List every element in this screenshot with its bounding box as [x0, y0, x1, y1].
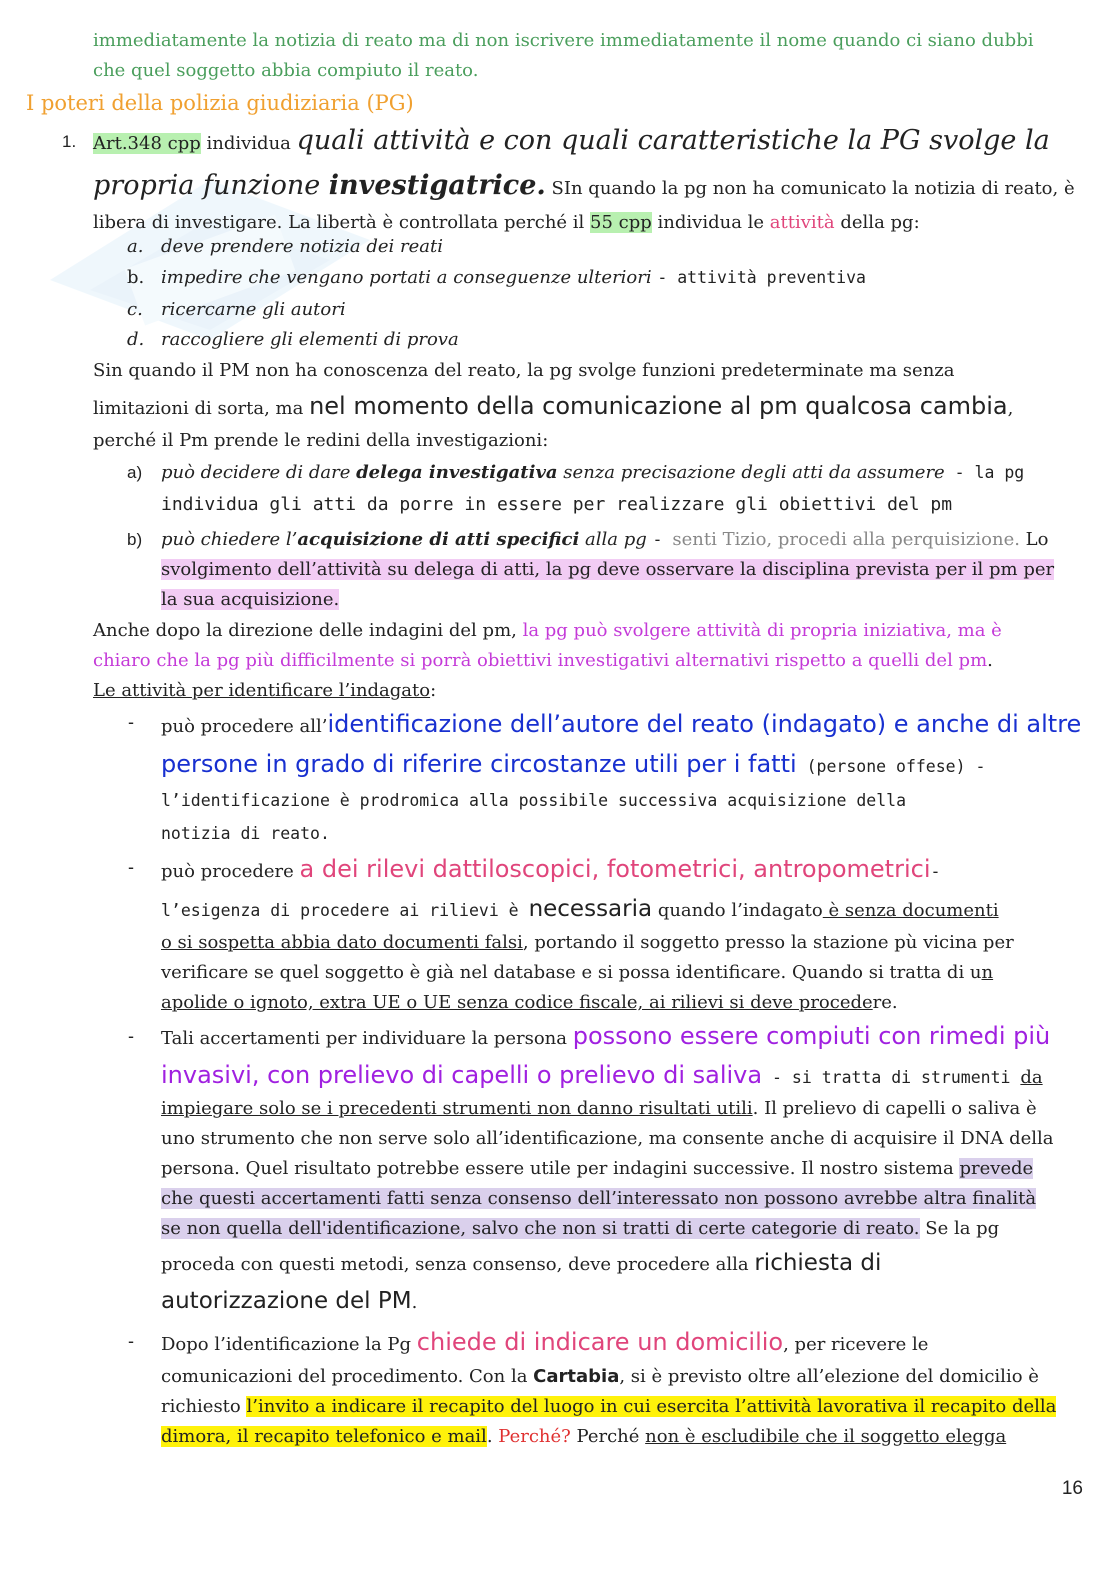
text: Tali accertamenti per individuare la persona: [161, 1028, 573, 1049]
highlighted-text: che questi accertamenti fatti senza consenso dell’interessato non possono avrebbe altra finalità: [161, 1188, 1037, 1209]
list-marker: a): [127, 463, 143, 482]
emphasis-text: nel momento della comunicazione al pm qualcosa cambia: [309, 392, 1008, 420]
paragraph: [93, 356, 1093, 456]
page-number: 16: [1061, 1478, 1083, 1499]
note-text: - si tratta di strumenti: [762, 1068, 1021, 1087]
emphasis-text: possono essere compiuti con rimedi più: [572, 1022, 1051, 1050]
text: verificare se quel soggetto è già nel database e si possa identificare. Quando si tratta di u: [161, 962, 982, 983]
highlighted-text: la sua acquisizione.: [161, 589, 340, 610]
text: può procedere: [161, 861, 300, 882]
intro-paragraph: [93, 26, 1083, 86]
emphasis-text: propria funzione: [93, 170, 329, 201]
note-text: notizia di reato.: [161, 824, 330, 843]
text: Lo: [1019, 529, 1049, 550]
dash-marker: -: [128, 1331, 134, 1351]
dash-item: [161, 848, 1101, 1018]
emphasis-text: quali attività e con quali caratteristiche la PG svolge la: [296, 125, 1050, 156]
intro-line: immediatamente la notizia di reato ma di non iscrivere immediatamente il nome quando ci siano dubbi: [93, 30, 1034, 51]
dash-marker: -: [128, 857, 134, 877]
text: Dopo l’identificazione la Pg: [161, 1334, 417, 1355]
highlighted-text: se non quella dell'identificazione, salvo che non si tratti di certe categorie di reato.: [161, 1218, 920, 1239]
emphasis-text: Perché?: [498, 1426, 571, 1447]
text: :: [430, 680, 437, 701]
text: Anche dopo la direzione delle indagini del pm,: [93, 620, 523, 641]
dash: -: [652, 530, 673, 549]
text: della pg:: [834, 212, 920, 233]
text: richiesto: [161, 1396, 247, 1417]
underlined-text: o si sospetta abbia dato documenti falsi: [161, 932, 523, 953]
emphasis-text: persone in grado di riferire circostanze utili per i fatti: [161, 750, 797, 778]
bold-text: Cartabia: [533, 1366, 620, 1387]
text: alla pg: [579, 529, 653, 550]
list-marker: b): [127, 530, 143, 549]
emphasis-text: necessaria: [528, 896, 653, 922]
text: libera di investigare. La libertà è controllata perché il: [93, 212, 591, 233]
underlined-text: impiegare solo se i precedenti strumenti non danno risultati utili: [161, 1098, 753, 1119]
dash-item: [161, 1016, 1101, 1320]
emphasis-text: a dei rilevi dattiloscopici, fotometrici, antropometrici: [299, 855, 931, 883]
text: individua le: [651, 212, 770, 233]
list-text: deve prendere notizia dei reati: [161, 236, 443, 257]
emphasis-text: richiesta di: [754, 1250, 882, 1276]
note-text: l’esigenza di procedere ai rilievi è: [161, 901, 529, 920]
list-note: - attività preventiva: [657, 268, 866, 287]
underlined-text: apolide o ignoto, extra UE o UE senza codice fiscale, ai rilievi si deve procede: [161, 992, 873, 1013]
emphasis-text: autorizzazione del PM: [161, 1288, 412, 1314]
highlighted-text: prevede: [959, 1158, 1034, 1179]
dash-item: [161, 704, 1101, 850]
list-item: [127, 295, 1087, 325]
text: .: [486, 1426, 499, 1447]
item-1: [93, 118, 1093, 238]
text: senza precisazione degli atti da assumere: [557, 462, 945, 483]
text: quando l’indagato: [652, 900, 823, 921]
note-text: - la pg: [944, 463, 1025, 482]
text-line: perché il Pm prende le redini della investigazioni:: [93, 430, 549, 451]
text: , per ricevere le: [783, 1334, 929, 1355]
list-text: raccogliere gli elementi di prova: [161, 329, 459, 350]
text: Perché: [570, 1426, 646, 1447]
text: può decidere di dare: [161, 462, 357, 483]
dash-marker: -: [128, 712, 134, 732]
bold-text: delega investigativa: [356, 462, 558, 483]
alpha-sublist: [127, 232, 1087, 355]
text: , portando il soggetto presso la stazione pù vicina per: [522, 932, 1014, 953]
list-number: 1.: [62, 132, 77, 151]
note-text: l’identificazione è prodromica alla possibile successiva acquisizione della: [161, 791, 907, 810]
note-text: (persone offese) -: [796, 757, 986, 776]
list-text: ricercarne gli autori: [161, 299, 346, 320]
list-item-a: [161, 458, 1091, 522]
text: individua: [200, 133, 297, 154]
list-marker: d.: [127, 329, 145, 350]
underlined-text: è senza documenti: [822, 900, 999, 921]
list-item: [127, 263, 1087, 295]
text: può procedere all’: [161, 716, 328, 737]
emphasis-text: chiaro che la pg più difficilmente si porrà obiettivi investigativi alternativi rispetto a quelli del pm: [93, 650, 988, 671]
text: comunicazioni del procedimento. Con la: [161, 1366, 534, 1387]
text: SIn quando la pg non ha comunicato la notizia di reato, è: [545, 178, 1075, 199]
emphasis-bold: investigatrice.: [328, 170, 546, 201]
text: , si è previsto oltre all’elezione del domicilio è: [619, 1366, 1039, 1387]
text: .: [411, 1292, 418, 1313]
paragraph: [93, 616, 1093, 706]
intro-line: che quel soggetto abbia compiuto il reato.: [93, 60, 479, 81]
emphasis-text: la pg può svolgere attività di propria iniziativa, ma è: [522, 620, 1002, 641]
emphasis-text: chiede di indicare un domicilio: [416, 1328, 784, 1356]
emphasis-text: identificazione dell’autore del reato (indagato) e anche di altre: [327, 710, 1082, 738]
text: ,: [1007, 398, 1014, 419]
text: proceda con questi metodi, senza consenso, deve procedere alla: [161, 1254, 755, 1275]
section-heading: I poteri della polizia giudiziaria (PG): [26, 91, 414, 115]
list-item: [127, 232, 1087, 263]
list-item-b: [161, 525, 1091, 615]
text: persona. Quel risultato potrebbe essere utile per indagini successive. Il nostro sistema: [161, 1158, 960, 1179]
text: limitazioni di sorta, ma: [93, 398, 310, 419]
article-ref: 55 cpp: [590, 212, 652, 233]
underlined-text: non è escludibile che il soggetto elegga: [645, 1426, 1007, 1447]
emphasis-text: invasivi, con prelievo di capelli o prelievo di saliva: [161, 1061, 763, 1089]
keyword: attività: [769, 212, 835, 233]
text-line: Sin quando il PM non ha conoscenza del reato, la pg svolge funzioni predeterminate ma senza: [93, 360, 955, 381]
dash-marker: -: [128, 1026, 134, 1046]
list-text: impedire che vengano portati a conseguenze ulteriori: [161, 267, 658, 288]
text: re.: [872, 992, 898, 1013]
highlighted-text: l’invito a indicare il recapito del luogo in cui esercita l’attività lavorativa il recapito della: [246, 1396, 1057, 1417]
list-marker: a.: [127, 236, 144, 257]
list-marker: b.: [127, 267, 145, 288]
example-text: senti Tizio, procedi alla perquisizione.: [672, 529, 1020, 550]
text: Se la pg: [919, 1218, 1000, 1239]
bold-text: acquisizione di atti specifici: [297, 529, 580, 550]
text: . Il prelievo di capelli o saliva è: [752, 1098, 1037, 1119]
dash: -: [930, 862, 941, 881]
underlined-text: n: [981, 962, 994, 983]
highlighted-text: dimora, il recapito telefonico e mail: [161, 1426, 487, 1447]
text-line: uno strumento che non serve solo all’identificazione, ma consente anche di acquisire il DNA della: [161, 1128, 1054, 1149]
highlighted-text: svolgimento dell’attività su delega di atti, la pg deve osservare la disciplina prevista per il pm per: [161, 559, 1055, 580]
text: può chiedere l’: [161, 529, 298, 550]
text: .: [987, 650, 993, 671]
list-item: [127, 325, 1087, 355]
subheading: Le attività per identificare l’indagato: [93, 680, 431, 701]
list-marker: c.: [127, 299, 143, 320]
underlined-text: da: [1020, 1067, 1043, 1088]
dash-item: [161, 1322, 1101, 1452]
note-text: individua gli atti da porre in essere per realizzare gli obiettivi del pm: [161, 494, 953, 515]
article-ref: Art.348 cpp: [93, 133, 201, 154]
